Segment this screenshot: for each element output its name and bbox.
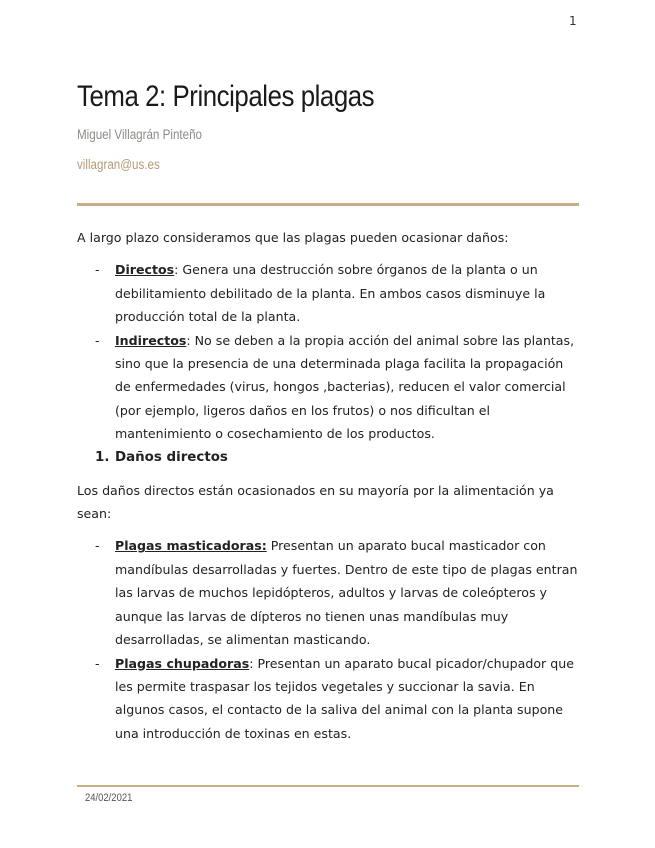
page-number: 1 — [569, 14, 577, 28]
author-email: villagran@us.es — [77, 157, 160, 172]
term-indirectos: Indirectos — [115, 332, 187, 348]
damage-types-list — [77, 258, 579, 445]
term-directos: Directos — [115, 262, 175, 278]
term-separator: : — [186, 332, 195, 348]
term-separator: : — [249, 655, 258, 671]
feeding-types-list — [77, 534, 579, 745]
dash-marker: - — [95, 332, 100, 348]
dash-marker: - — [95, 655, 100, 671]
dash-marker: - — [95, 538, 100, 554]
list-item-plagas-masticadoras — [77, 534, 579, 651]
dash-marker: - — [95, 262, 100, 278]
description-plagas-chupadoras: Presentan un aparato bucal picador/chupador que les permite traspasar los tejidos vegetales y succionar la savia. En algunos casos, el contacto de la saliva del animal con la planta supone una introducción de toxinas en estas. — [115, 655, 574, 741]
description-directos: Genera una destrucción sobre órganos de la planta o un debilitamiento debilitado de la planta. En ambos casos disminuye la producción total de la planta. — [115, 262, 546, 325]
document-body — [77, 226, 579, 745]
header-divider — [77, 203, 579, 206]
section-title: Daños directos — [115, 449, 228, 465]
section-number: 1. — [95, 449, 110, 465]
footer-divider — [77, 785, 579, 787]
list-item-plagas-chupadoras — [77, 652, 579, 746]
intro-paragraph: A largo plazo consideramos que las plagas pueden ocasionar daños: — [77, 230, 509, 245]
term-plagas-chupadoras: Plagas chupadoras — [115, 655, 250, 671]
section-paragraph: Los daños directos están ocasionados en su mayoría por la alimentación ya sean: — [77, 482, 554, 522]
term-separator: : — [174, 262, 183, 278]
document-title: Tema 2: Principales plagas — [77, 80, 375, 113]
description-indirectos: No se deben a la propia acción del animal sobre las plantas, sino que la presencia de una determinada plaga facilita la propagación de enfermedades (virus, hongos ,bacterias), reducen el valor comercial (por ejemplo, ligeros daños en los frutos) o nos dificultan el mantenimiento o cosechamiento de los productos. — [115, 332, 575, 442]
section-heading-danos-directos — [77, 446, 579, 470]
author-name: Miguel Villagrán Pinteño — [77, 127, 202, 142]
list-item-indirectos — [77, 329, 579, 446]
list-item-directos — [77, 258, 579, 328]
description-plagas-masticadoras: Presentan un aparato bucal masticador con mandíbulas desarrolladas y fuertes. Dentro de este tipo de plagas entran las larvas de muchos lepidópteros, adultos y larvas de coleópteros y aunque las larvas de dípteros no tienen unas mandíbulas muy desarrolladas, se alimentan masticando. — [115, 538, 578, 648]
term-plagas-masticadoras: Plagas masticadoras: — [115, 538, 267, 554]
footer-date: 24/02/2021 — [85, 792, 133, 804]
